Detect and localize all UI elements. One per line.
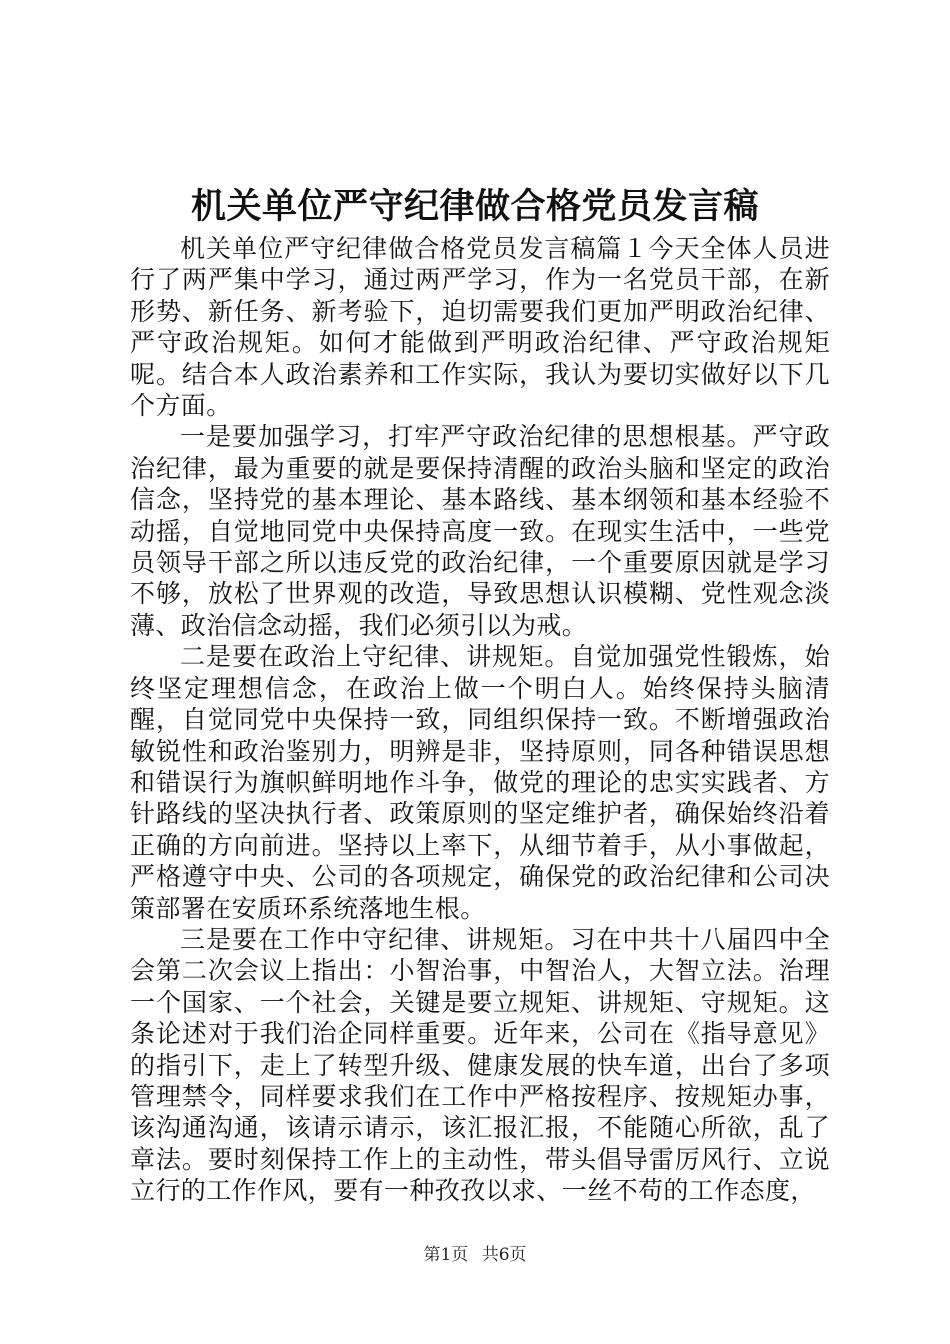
page-total: 共6页 [481,1245,527,1265]
paragraph-2: 一是要加强学习，打牢严守政治纪律的思想根基。严守政治纪律，最为重要的就是要保持清醒的政治头脑和坚定的政治信念，坚持党的基本理论、基本路线、基本纲领和基本经验不动摇，自觉地同党中央保持高度一致。在现实生活中，一些党员领导干部之所以违反党的政治纪律，一个重要原因就是学习不够，放松了世界观的改造，导致思想认识模糊、党性观念淡薄、政治信念动摇，我们必须引以为戒。 [130,422,830,640]
document-body [130,233,830,1207]
page-footer [0,1243,950,1267]
document-title: 机关单位严守纪律做合格党员发言稿 [190,186,759,227]
paragraph-1: 机关单位严守纪律做合格党员发言稿篇１今天全体人员进行了两严集中学习，通过两严学习，作为一名党员干部，在新形势、新任务、新考验下，迫切需要我们更加严明政治纪律、严守政治规矩。如何才能做到严明政治纪律、严守政治规矩呢。结合本人政治素养和工作实际，我认为要切实做好以下几个方面。 [130,234,830,421]
paragraph-4: 三是要在工作中守纪律、讲规矩。习在中共十八届四中全会第二次会议上指出：小智治事，中智治人，大智立法。治理一个国家、一个社会，关键是要立规矩、讲规矩、守规矩。这条论述对于我们治企同样重要。近年来，公司在《指导意见》的指引下，走上了转型升级、健康发展的快车道，出台了多项管理禁令，同样要求我们在工作中严格按程序、按规矩办事，该沟通沟通，该请示请示，该汇报汇报，不能随心所欲，乱了章法。要时刻保持工作上的主动性，带头倡导雷厉风行、立说立行的工作作风，要有一种孜孜以求、一丝不苟的工作态度， [130,924,830,1206]
paragraph-3: 二是要在政治上守纪律、讲规矩。自觉加强党性锻炼，始终坚定理想信念，在政治上做一个明白人。始终保持头脑清醒，自觉同党中央保持一致，同组织保持一致。不断增强政治敏锐性和政治鉴别力，明辨是非，坚持原则，同各种错误思想和错误行为旗帜鲜明地作斗争，做党的理论的忠实实践者、方针路线的坚决执行者、政策原则的坚定维护者，确保始终沿着正确的方向前进。坚持以上率下，从细节着手，从小事做起，严格遵守中央、公司的各项规定，确保党的政治纪律和公司决策部署在安质环系统落地生根。 [130,642,830,923]
page-number: 第1页 [423,1245,469,1265]
